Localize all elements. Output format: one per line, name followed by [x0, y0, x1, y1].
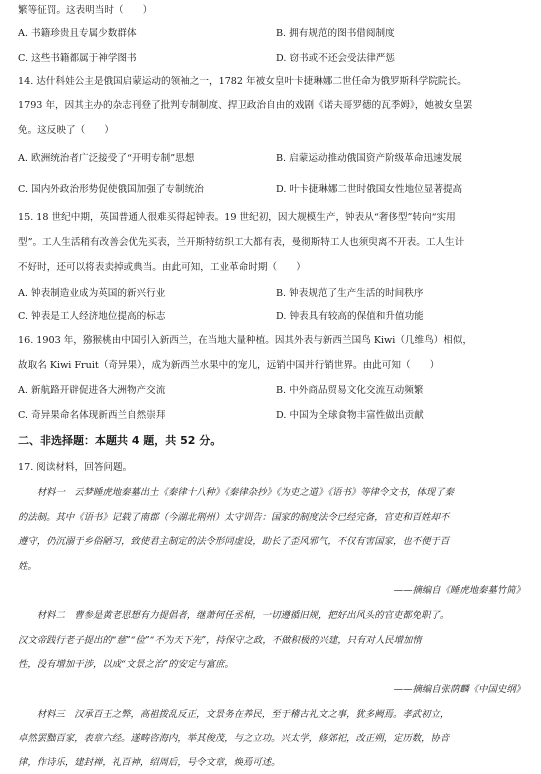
- q15-line-3: 不好时，还可以将表卖掉或典当。由此可知，工业革命时期（ ）: [18, 262, 306, 273]
- material-2-line-2: 汉文帝践行老子提出的“慈”“俭”“不为天下先”，持保守之政，不做积极的兴建，只有对人民增加惰: [18, 635, 422, 646]
- q14-line-3: 免。这反映了（ ）: [18, 125, 114, 136]
- material-3-line-1: 材料三 汉承百王之弊，高祖拨乱反正，文景务在养民，至于稽古礼文之事，犹多阙焉。孝武初立，: [36, 709, 450, 720]
- q14-option-c: C. 国内外政治形势促使俄国加强了专制统治: [18, 184, 204, 195]
- section-heading: 二、非选择题：本题共 4 题，共 52 分。: [18, 434, 222, 447]
- q16-line-2: 故取名 Kiwi Fruit（奇异果），成为新西兰水果中的宠儿，远销中国并行销世界。由此可知（ ）: [18, 360, 440, 371]
- q16-line-1: 16. 1903 年，猕猴桃由中国引入新西兰，在当地大量种植。因其外表与新西兰国鸟 Kiwi（几维鸟）相似，: [18, 335, 473, 346]
- q15-option-c: C. 钟表是工人经济地位提高的标志: [18, 311, 166, 322]
- q13-option-c: C. 这些书籍都属于神学图书: [18, 53, 137, 64]
- q13-option-b: B. 拥有规范的图书借阅制度: [276, 28, 395, 39]
- material-1-line-4: 姓。: [18, 561, 37, 572]
- q14-option-b: B. 启蒙运动推动俄国资产阶级革命迅速发展: [276, 153, 462, 164]
- q14-line-1: 14. 达什科娃公主是俄国启蒙运动的领袖之一，1782 年被女皇叶卡捷琳娜二世任命为俄罗斯科学院院长。: [18, 76, 467, 87]
- material-1-source: ——摘编自《睡虎地秦墓竹简》: [393, 585, 525, 596]
- q15-option-a: A. 钟表制造业成为英国的新兴行业: [18, 288, 166, 299]
- q17-intro: 17. 阅读材料，回答问题。: [18, 462, 133, 473]
- material-2-line-3: 性，没有增加干涉，以成“文景之治”的安定与富庶。: [18, 659, 234, 670]
- material-1-line-2: 的法制。其中《语书》记载了南郡（今湖北荆州）太守训告：国家的制度法令已经完备，官吏和百姓却不: [18, 512, 450, 523]
- q13-option-d: D. 窃书或不还会受法律严惩: [276, 53, 395, 64]
- q16-option-d: D. 中国为全球食物丰富性做出贡献: [276, 410, 424, 421]
- q14-option-d: D. 叶卡捷琳娜二世时俄国女性地位显著提高: [276, 184, 463, 195]
- q16-option-a: A. 新航路开辟促进各大洲物产交流: [18, 385, 166, 396]
- material-2-source: ——摘编自张荫麟《中国史纲》: [393, 684, 525, 695]
- material-1-line-3: 遵守，仍沉溺于乡俗陋习，致使君主制定的法令形同虚设，助长了歪风邪气，不仅有害国家，也不便于百: [18, 536, 450, 547]
- material-2-line-1: 材料二 曹参是黄老思想有力提倡者，继萧何任丞相，一切遵循旧规，把好出风头的官吏都免职了。: [36, 610, 450, 621]
- material-1-line-1: 材料一 云梦睡虎地秦墓出土《秦律十八种》《秦律杂抄》《为吏之道》《语书》等律令文书，体现了秦: [36, 487, 454, 498]
- q15-option-d: D. 钟表具有较高的保值和升值功能: [276, 311, 424, 322]
- q14-line-2: 1793 年，因其主办的杂志刊登了批判专制制度、捍卫政治自由的戏剧《诺夫哥罗德的瓦季姆》，她被女皇罢: [18, 100, 473, 111]
- material-3-line-2: 卓然罢黜百家，表章六经。遂畴咨海内，举其俊茂，与之立功。兴太学，修郊祀，改正朔，定历数，协音: [18, 733, 450, 744]
- q13-tail-line: 繁等征罚。这表明当时（ ）: [18, 5, 153, 16]
- q15-option-b: B. 钟表规范了生产生活的时间秩序: [276, 288, 424, 299]
- material-3-line-3: 律，作诗乐，建封禅，礼百神，绍周后，号令文章，焕焉可述。: [18, 757, 281, 768]
- q16-option-b: B. 中外商品贸易文化交流互动频繁: [276, 385, 424, 396]
- q15-line-1: 15. 18 世纪中期，英国普通人很难买得起钟表。19 世纪初，因大规模生产，钟表从“奢侈型”转向“实用: [18, 212, 456, 223]
- q14-option-a: A. 欧洲统治者广泛接受了“开明专制”思想: [18, 153, 195, 164]
- q16-option-c: C. 奇异果命名体现新西兰自然崇拜: [18, 410, 166, 421]
- q13-option-a: A. 书籍珍贵且专属少数群体: [18, 28, 137, 39]
- q15-line-2: 型”。工人生活稍有改善会优先买表，兰开斯特纺织工大都有表，曼彻斯特工人也须臾离不开表。工人生计: [18, 237, 465, 248]
